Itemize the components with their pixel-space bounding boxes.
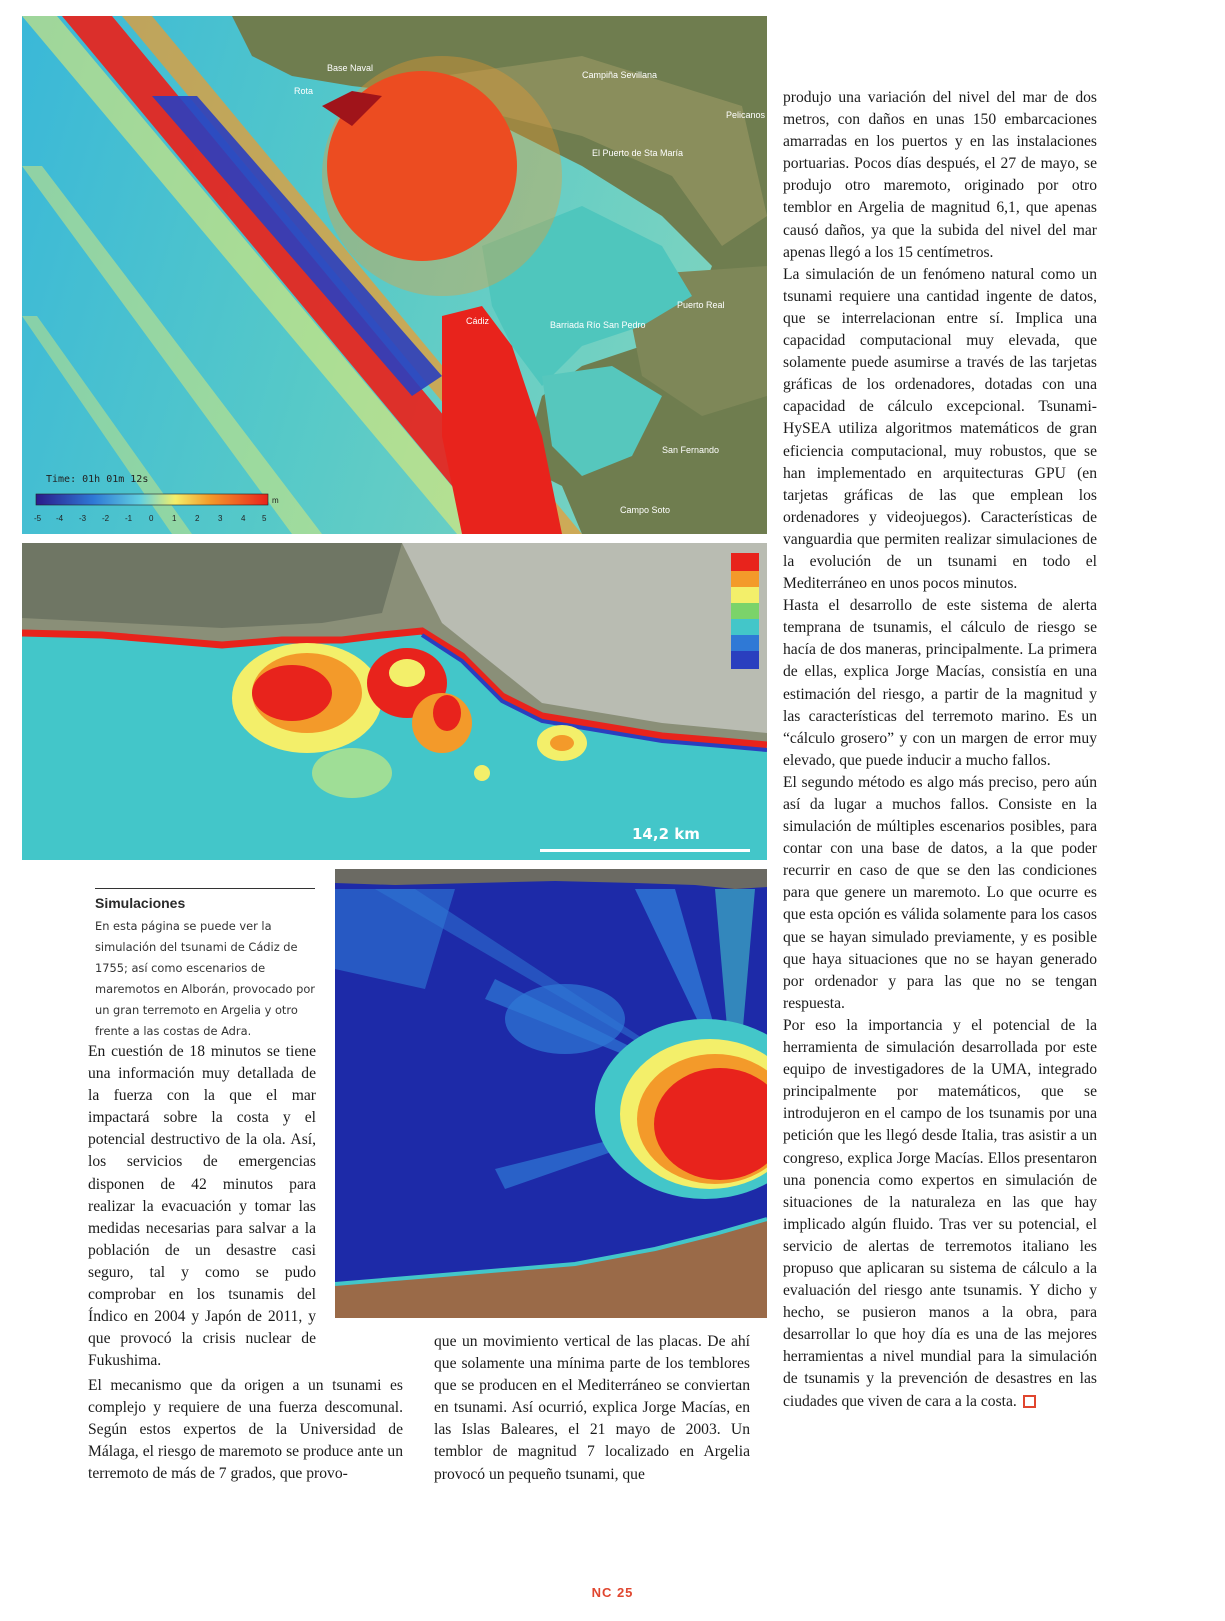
argelia-simulation-figure	[335, 869, 767, 1318]
svg-text:-5: -5	[34, 514, 42, 523]
place-pelicanos: Pelicanos	[726, 110, 766, 120]
left-column-bottom	[88, 1375, 403, 1485]
svg-text:2: 2	[195, 514, 200, 523]
place-base-naval: Base Naval	[327, 63, 374, 73]
scale-bar	[540, 849, 750, 852]
cadiz-simulation-figure	[22, 16, 767, 534]
time-label: Time: 01h 01m 12s	[46, 474, 149, 485]
right-column	[783, 87, 1097, 1413]
place-puerto-sta-maria: El Puerto de Sta María	[592, 148, 684, 158]
svg-text:0: 0	[149, 514, 154, 523]
svg-text:-4: -4	[56, 514, 64, 523]
place-puerto-real: Puerto Real	[677, 300, 725, 310]
place-barriada: Barriada Río San Pedro	[550, 320, 646, 330]
svg-text:-1: -1	[125, 514, 133, 523]
scale-unit: m	[272, 496, 279, 505]
svg-text:3: 3	[218, 514, 223, 523]
alboran-simulation-figure	[22, 543, 767, 860]
svg-text:-2: -2	[102, 514, 110, 523]
left-column	[88, 1041, 316, 1372]
scale-label: 14,2 km	[632, 825, 700, 843]
place-cadiz: Cádiz	[466, 316, 490, 326]
color-scale-bar	[36, 494, 268, 505]
caption-title: Simulaciones	[95, 895, 186, 911]
page-number: NC 25	[591, 1585, 634, 1600]
middle-paragraph-1: que un movimiento vertical de las placas. De ahí que solamente una mínima parte de los temblores que se producen en el Mediterráneo se conviertan en tsunami. Así ocurrió, explica Jorge Macías, en las Islas Baleares, el 21 mayo de 2003. Un temblor de magnitud 7 localizado en Argelia provocó un pequeño tsunami, que	[434, 1333, 750, 1483]
right-paragraph-2: La simulación de un fenómeno natural como un tsunami requiere una cantidad ingente de datos, que se interrelacionan entre sí. Implica una capacidad computacional muy elevada, que solamente puede asumirse a través de las tarjetas gráficas de los ordenadores, dotadas con una capacidad de cálculo excepcional. Tsunami-HySEA utiliza algoritmos matemáticos de gran eficiencia computacional, muy robustos, que se han implementado en arquitecturas GPU (en tarjetas gráficas de las que emplean los ordenadores y videojuegos). Características de vanguardia que permiten realizar simulaciones de la evolución de un tsunami en todo el Mediterráneo en unos pocos minutos.	[783, 265, 1097, 593]
place-san-fernando: San Fernando	[662, 445, 720, 455]
place-campo-soto: Campo Soto	[620, 505, 671, 515]
right-paragraph-3: Hasta el desarrollo de este sistema de alerta temprana de tsunamis, el cálculo de riesgo se hacía de dos maneras, principalmente. La primera de ellas, explica Jorge Macías, consistía en una estimación del riesgo, a partir de la magnitud y las características del terremoto marino. Es un “cálculo grosero” y con un margen de error muy elevado, que puede inducir a mucho fallos.	[783, 597, 1097, 769]
svg-text:1: 1	[172, 514, 177, 523]
svg-text:4: 4	[241, 514, 246, 523]
place-campina: Campiña Sevillana	[582, 70, 658, 80]
left-paragraph-1: En cuestión de 18 minutos se tiene una información muy detallada de la fuerza con la que el mar impactará sobre la costa y el potencial destructivo de la ola. Así, los servicios de emergencias disponen de 42 minutos para realizar la evacuación y tomar las medidas necesarias para salvar a la población de un desastre casi seguro, tal y como se pudo comprobar en los tsunamis del Índico en 2004 y Japón de 2011, y que provocó la crisis nuclear de Fukushima.	[88, 1043, 316, 1370]
caption-body: En esta página se puede ver la simulación del tsunami de Cádiz de 1755; así como escenarios de maremotos en Alborán, provocado por un gran terremoto en Argelia y otro frente a las costas de Adra.	[95, 919, 315, 1038]
place-rota: Rota	[294, 86, 314, 96]
right-paragraph-4: El segundo método es algo más preciso, pero aún así da lugar a muchos fallos. Consiste en la simulación de múltiples escenarios posibles, para contar con una base de datos, a la que poder recurrir en caso de que se den las condiciones para que genere un maremoto. Lo que ocurre es que esta opción es válida solamente para los casos que se hayan simulado previamente, y es posible que haya situaciones que no se hayan generado por ordenador y para las que no se tengan respuesta.	[783, 773, 1097, 1012]
right-paragraph-5: Por eso la importancia y el potencial de la herramienta de simulación desarrollada por este equipo de investigadores de la UMA, integrado principalmente por matemáticos, que se introdujeron en el campo de los tsunamis por una petición que les llegó desde Italia, tras asistir a un congreso, explica Jorge Macías. Ellos presentaron una ponencia como expertos en simulación de situaciones de la naturaleza en las que hay implicado algún fluido. Tras ver su potencial, el servicio de alertas de terremotos italiano les propuso que aplicaran su sistema de cálculo a la evaluación del riesgo ante tsunamis. Y dicho y hecho, se pusieron manos a la obra, para desarrollar lo que hoy día es una de las mejores herramientas a nivel mundial para la simulación de tsunamis y la prevención de desastres en las ciudades que viven de cara a la costa.	[783, 1016, 1097, 1410]
middle-column	[434, 1331, 750, 1486]
caption-rule	[95, 888, 315, 889]
svg-text:5: 5	[262, 514, 267, 523]
left-paragraph-2: El mecanismo que da origen a un tsunami es complejo y requiere de una fuerza descomunal. Según estos expertos de la Universidad de Málaga, el riesgo de maremoto se produce ante un terremoto de más de 7 grados, que provo-	[88, 1377, 403, 1483]
right-paragraph-1: produjo una variación del nivel del mar de dos metros, con daños en unas 150 embarcaciones amarradas en los puertos y en las instalaciones portuarias. Pocos días después, el 27 de mayo, se produjo otro maremoto, originado por otro temblor en Argelia de magnitud 6,1, que apenas causó daños, ya que la subida del nivel del mar apenas llegó a los 15 centímetros.	[783, 89, 1097, 261]
svg-text:-3: -3	[79, 514, 87, 523]
end-mark-icon	[1023, 1395, 1036, 1408]
